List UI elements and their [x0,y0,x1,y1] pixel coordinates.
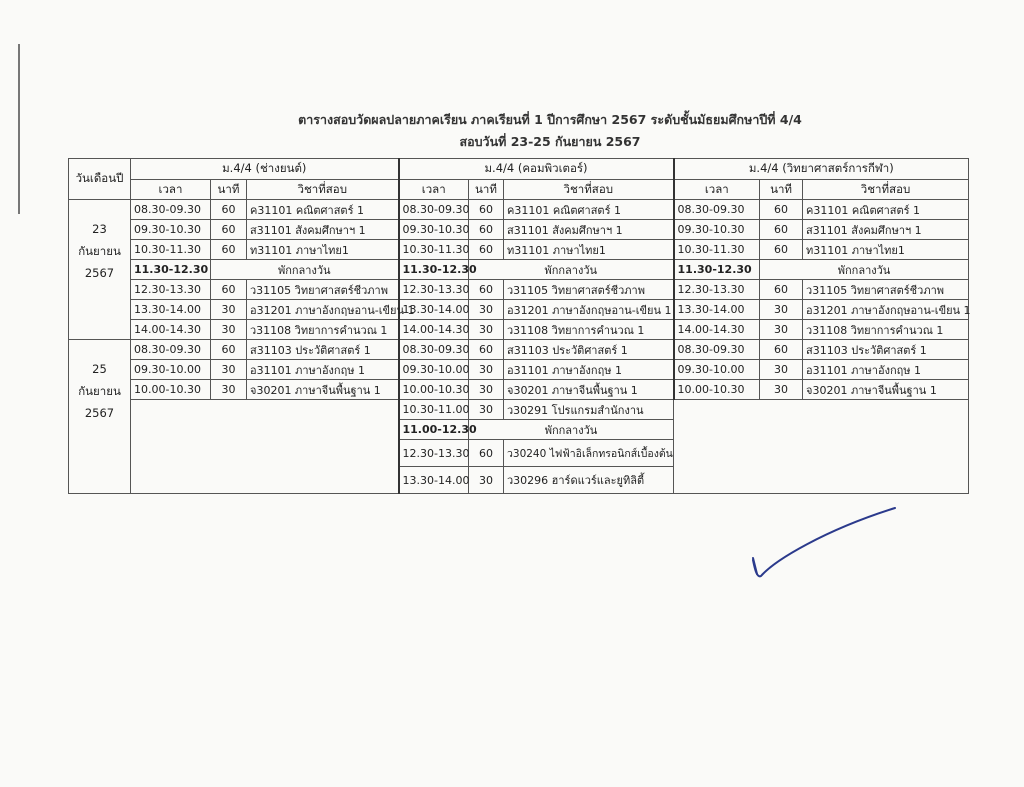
date-year: 2567 [84,266,115,280]
time-cell: 08.30-09.30 [674,340,760,360]
time-cell: 14.00-14.30 [399,320,469,340]
document-title: ตารางสอบวัดผลปลายภาคเรียน ภาคเรียนที่ 1 ปีการศึกษา 2567 ระดับชั้นมัธยมศึกษาปีที่ 4/4 [298,112,802,127]
time-cell: 08.30-09.30 [399,200,469,220]
group-header-sport-science: ม.4/4 (วิทยาศาสตร์การกีฬา) [674,159,969,180]
subject-cell: อ31101 ภาษาอังกฤษ 1 [803,360,969,380]
time-cell: 13.30-14.00 [399,300,469,320]
time-cell: 09.30-10.00 [674,360,760,380]
break-label-cell: พักกลางวัน [760,260,969,280]
minutes-cell: 60 [760,280,803,300]
subject-cell: จ30201 ภาษาจีนพื้นฐาน 1 [803,380,969,400]
subject-cell: ส31101 สังคมศึกษาฯ 1 [803,220,969,240]
minutes-cell: 30 [211,360,247,380]
subject-cell: ส31103 ประวัติศาสตร์ 1 [803,340,969,360]
subject-cell: ท31101 ภาษาไทย1 [803,240,969,260]
table-row [69,200,969,220]
table-row [69,300,969,320]
time-cell: 09.30-10.30 [399,220,469,240]
subject-cell: ว31108 วิทยาการคำนวณ 1 [504,320,674,340]
minutes-header: นาที [760,180,803,200]
subject-cell: อ31201 ภาษาอังกฤษอาน-เขียน 1 [803,300,969,320]
minutes-cell: 30 [469,320,504,340]
time-cell: 10.30-11.30 [399,240,469,260]
time-cell: 14.00-14.30 [674,320,760,340]
minutes-cell: 60 [211,220,247,240]
subject-header: วิชาที่สอบ [504,180,674,200]
scan-edge-line [18,44,20,214]
table-row [69,400,969,420]
subject-cell: อ31201 ภาษาอังกฤษอาน-เขียน 1 [247,300,399,320]
minutes-cell: 60 [469,340,504,360]
minutes-cell: 30 [469,380,504,400]
break-label-cell: พักกลางวัน [469,260,674,280]
subject-cell: ส31103 ประวัติศาสตร์ 1 [504,340,674,360]
header-row-groups [69,159,969,180]
date-month: กันยายน [78,244,121,258]
time-cell: 10.00-10.30 [674,380,760,400]
time-header: เวลา [399,180,469,200]
minutes-cell: 60 [760,240,803,260]
subject-cell: ค31101 คณิตศาสตร์ 1 [803,200,969,220]
minutes-cell: 60 [469,440,504,467]
subject-cell: ค31101 คณิตศาสตร์ 1 [247,200,399,220]
document-subtitle: สอบวันที่ 23-25 กันยายน 2567 [459,134,641,149]
subject-cell: ส31101 สังคมศึกษาฯ 1 [504,220,674,240]
time-cell: 09.30-10.00 [399,360,469,380]
subject-cell: อ31101 ภาษาอังกฤษ 1 [504,360,674,380]
time-cell: 09.30-10.30 [131,220,211,240]
minutes-cell: 30 [211,380,247,400]
time-cell: 08.30-09.30 [131,200,211,220]
minutes-cell: 30 [760,380,803,400]
time-cell: 10.00-10.30 [399,380,469,400]
empty-cell-auto [131,400,399,494]
subject-cell: ว31108 วิทยาการคำนวณ 1 [803,320,969,340]
group-header-computer: ม.4/4 (คอมพิวเตอร์) [399,159,674,180]
subject-cell: ว31105 วิทยาศาสตร์ชีวภาพ [803,280,969,300]
time-cell: 09.30-10.30 [674,220,760,240]
date-day: 23 [92,222,107,236]
table-row [69,220,969,240]
time-header: เวลา [674,180,760,200]
minutes-cell: 30 [760,320,803,340]
time-cell: 08.30-09.30 [674,200,760,220]
subject-cell: อ31201 ภาษาอังกฤษอาน-เขียน 1 [504,300,674,320]
time-cell: 10.30-11.00 [399,400,469,420]
table-row [69,240,969,260]
subject-cell: ว31105 วิทยาศาสตร์ชีวภาพ [504,280,674,300]
time-cell: 09.30-10.00 [131,360,211,380]
minutes-cell: 30 [760,300,803,320]
time-cell: 08.30-09.30 [131,340,211,360]
time-cell: 10.00-10.30 [131,380,211,400]
minutes-cell: 60 [211,240,247,260]
minutes-cell: 60 [760,200,803,220]
time-cell: 13.30-14.00 [399,467,469,494]
minutes-cell: 30 [469,400,504,420]
minutes-cell: 30 [211,300,247,320]
break-time-cell: 11.30-12.30 [674,260,760,280]
time-cell: 10.30-11.30 [674,240,760,260]
subject-cell: ว30291 โปรแกรมสำนักงาน [504,400,674,420]
table-row [69,280,969,300]
table-row [69,360,969,380]
time-header: เวลา [131,180,211,200]
break-label-cell: พักกลางวัน [211,260,399,280]
minutes-cell: 30 [469,360,504,380]
minutes-header: นาที [211,180,247,200]
subject-cell: จ30201 ภาษาจีนพื้นฐาน 1 [247,380,399,400]
date-year: 2567 [84,406,115,420]
table-row [69,320,969,340]
subject-header: วิชาที่สอบ [247,180,399,200]
time-cell: 14.00-14.30 [131,320,211,340]
minutes-cell: 30 [469,467,504,494]
empty-cell-sport-science [674,400,969,494]
subject-cell: ว31105 วิทยาศาสตร์ชีวภาพ [247,280,399,300]
subject-cell: อ31101 ภาษาอังกฤษ 1 [247,360,399,380]
subject-cell: ว30240 ไฟฟ้าอิเล็กทรอนิกส์เบื้องต้น [504,440,674,467]
subject-header: วิชาที่สอบ [803,180,969,200]
minutes-cell: 60 [469,240,504,260]
subject-cell: ส31101 สังคมศึกษาฯ 1 [247,220,399,240]
table-row [69,340,969,360]
minutes-cell: 60 [469,220,504,240]
date-day: 25 [92,362,107,376]
signature-mark [745,500,905,590]
subject-cell: ว31108 วิทยาการคำนวณ 1 [247,320,399,340]
minutes-cell: 60 [211,340,247,360]
subject-cell: ว30296 ฮาร์ดแวร์และยูทิลิตี้ [504,467,674,494]
minutes-header: นาที [469,180,504,200]
table-row [69,380,969,400]
subject-cell: ท31101 ภาษาไทย1 [247,240,399,260]
minutes-cell: 60 [211,280,247,300]
minutes-cell: 60 [211,200,247,220]
time-cell: 08.30-09.30 [399,340,469,360]
time-cell: 12.30-13.30 [674,280,760,300]
time-cell: 13.30-14.00 [131,300,211,320]
subject-cell: ส31103 ประวัติศาสตร์ 1 [247,340,399,360]
time-cell: 12.30-13.30 [399,280,469,300]
break-time-cell: 11.00-12.30 [399,420,469,440]
date-cell-day1 [69,200,131,340]
break-time-cell: 11.30-12.30 [399,260,469,280]
minutes-cell: 60 [469,280,504,300]
minutes-cell: 30 [760,360,803,380]
subject-cell: ท31101 ภาษาไทย1 [504,240,674,260]
minutes-cell: 60 [760,340,803,360]
time-cell: 10.30-11.30 [131,240,211,260]
date-cell-day2 [69,340,131,494]
minutes-cell: 30 [469,300,504,320]
time-cell: 12.30-13.30 [399,440,469,467]
group-header-auto: ม.4/4 (ช่างยนต์) [131,159,399,180]
subject-cell: ค31101 คณิตศาสตร์ 1 [504,200,674,220]
lunch-break-row [69,260,969,280]
time-cell: 12.30-13.30 [131,280,211,300]
minutes-cell: 60 [469,200,504,220]
subject-cell: จ30201 ภาษาจีนพื้นฐาน 1 [504,380,674,400]
minutes-cell: 60 [760,220,803,240]
minutes-cell: 30 [211,320,247,340]
exam-schedule-table [68,158,969,494]
date-month: กันยายน [78,384,121,398]
time-cell: 13.30-14.00 [674,300,760,320]
break-label-cell: พักกลางวัน [469,420,674,440]
date-column-header: วันเดือนปี [69,159,131,200]
header-row-sub [69,180,969,200]
break-time-cell: 11.30-12.30 [131,260,211,280]
